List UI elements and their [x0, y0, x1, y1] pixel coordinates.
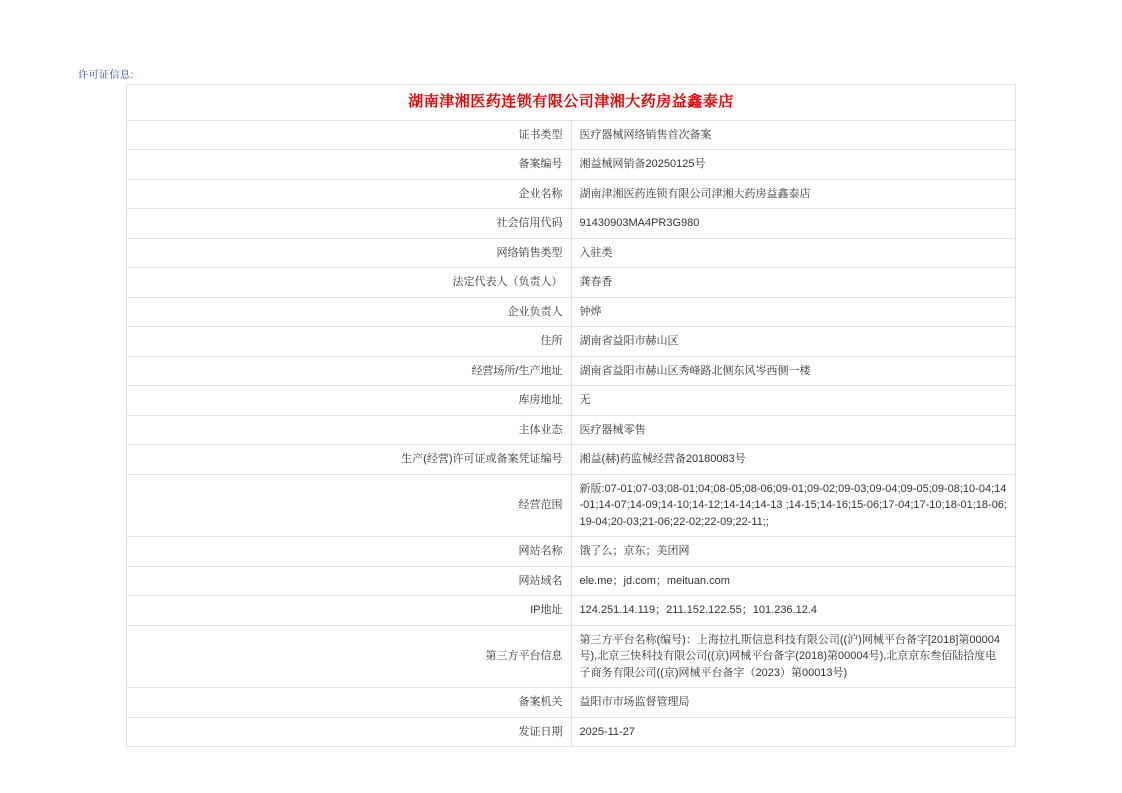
row-value: 入驻类	[571, 238, 1016, 268]
table-row	[127, 327, 1016, 357]
certificate-title: 湖南津湘医药连锁有限公司津湘大药房益鑫泰店	[408, 93, 734, 110]
row-key: 网站域名	[127, 566, 572, 596]
table-row	[127, 356, 1016, 386]
row-key: 发证日期	[127, 717, 572, 747]
row-key: 企业负责人	[127, 297, 572, 327]
row-value: 2025-11-27	[571, 717, 1016, 747]
row-value: 湖南省益阳市赫山区	[571, 327, 1016, 357]
table-row	[127, 297, 1016, 327]
row-key: 法定代表人（负责人）	[127, 268, 572, 298]
row-key: 经营范围	[127, 474, 572, 537]
row-key: 企业名称	[127, 179, 572, 209]
table-row	[127, 445, 1016, 475]
row-value: ele.me；jd.com；meituan.com	[571, 566, 1016, 596]
table-row	[127, 209, 1016, 239]
row-key: 第三方平台信息	[127, 625, 572, 688]
row-key: 证书类型	[127, 120, 572, 150]
row-value: 医疗器械零售	[571, 415, 1016, 445]
table-title-row	[127, 85, 1016, 121]
table-row	[127, 268, 1016, 298]
table-row	[127, 415, 1016, 445]
certificate-title-cell	[127, 85, 1016, 121]
table-row	[127, 596, 1016, 626]
row-value: 湖南省益阳市赫山区秀峰路北侧东风岑西侧一楼	[571, 356, 1016, 386]
row-key: 社会信用代码	[127, 209, 572, 239]
row-value: 无	[571, 386, 1016, 416]
row-key: 备案机关	[127, 688, 572, 718]
row-value: 新版:07-01;07-03;08-01;04;08-05;08-06;09-01;09-02;09-03;09-04;09-05;09-08;10-04;14-01;14-07;14-09;14-10;14-12;14-14;14-13 ;14-15;14-16;15-06;17-04;17-10;18-01;18-06;19-04;20-03;21-06;22-02;22-09;22-11;;	[571, 474, 1016, 537]
row-key: 生产(经营)许可证或备案凭证编号	[127, 445, 572, 475]
row-value: 龚春香	[571, 268, 1016, 298]
row-key: 住所	[127, 327, 572, 357]
certificate-table-container	[126, 84, 1016, 747]
row-value: 91430903MA4PR3G980	[571, 209, 1016, 239]
row-value: 益阳市市场监督管理局	[571, 688, 1016, 718]
table-row	[127, 717, 1016, 747]
table-row	[127, 474, 1016, 537]
row-value: 湖南津湘医药连锁有限公司津湘大药房益鑫泰店	[571, 179, 1016, 209]
row-value: 湘益械网销备20250125号	[571, 150, 1016, 180]
table-row	[127, 120, 1016, 150]
certificate-table	[126, 84, 1016, 747]
row-value: 第三方平台名称(编号)：上海拉扎斯信息科技有限公司((沪)网械平台备字[2018]第00004号),北京三快科技有限公司((京)网械平台备字(2018)第00004号),北京京东叁佰陆拾度电子商务有限公司((京)网械平台备字（2023）第00013号)	[571, 625, 1016, 688]
certificate-table-body	[127, 85, 1016, 747]
row-key: 网站名称	[127, 537, 572, 567]
table-row	[127, 566, 1016, 596]
row-key: 网络销售类型	[127, 238, 572, 268]
row-value: 湘益(赫)药监械经营备20180083号	[571, 445, 1016, 475]
section-label: 许可证信息:	[78, 70, 134, 81]
table-row	[127, 625, 1016, 688]
row-key: IP地址	[127, 596, 572, 626]
table-row	[127, 386, 1016, 416]
row-key: 主体业态	[127, 415, 572, 445]
row-value: 医疗器械网络销售首次备案	[571, 120, 1016, 150]
row-value: 饿了么；京东；美团网	[571, 537, 1016, 567]
row-key: 库房地址	[127, 386, 572, 416]
table-row	[127, 537, 1016, 567]
table-row	[127, 238, 1016, 268]
table-row	[127, 150, 1016, 180]
table-row	[127, 688, 1016, 718]
row-value: 124.251.14.119；211.152.122.55；101.236.12.4	[571, 596, 1016, 626]
row-value: 钟烨	[571, 297, 1016, 327]
table-row	[127, 179, 1016, 209]
row-key: 经营场所/生产地址	[127, 356, 572, 386]
row-key: 备案编号	[127, 150, 572, 180]
